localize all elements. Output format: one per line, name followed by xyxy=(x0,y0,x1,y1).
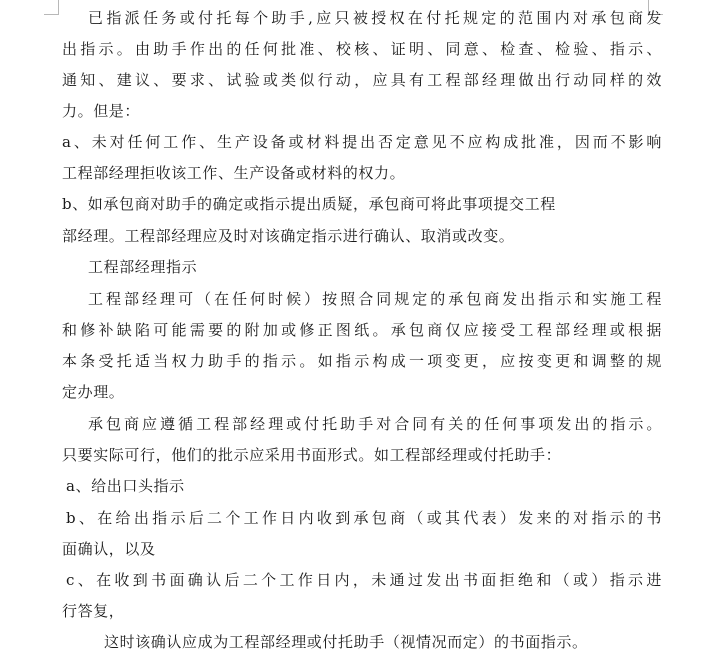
text-line: 通知、建议、要求、试验或类似行动，应具有工程部经理做出行动同样的效 xyxy=(62,71,662,89)
text-line: 出指示。由助手作出的任何批准、校核、证明、同意、检查、检验、指示、 xyxy=(62,40,662,58)
section-heading: 工程部经理指示 xyxy=(88,258,198,276)
text-line: 只要实际可行，他们的批示应采用书面形式。如工程部经理或付托助手： xyxy=(62,446,562,464)
list-item-c: c、在收到书面确认后二个工作日内，未通过发出书面拒绝和（或）指示进 xyxy=(66,571,662,589)
list-item-a: a、给出口头指示 xyxy=(66,477,185,495)
text-line: 承包商应遵循工程部经理或付托助手对合同有关的任何事项发出的指示。 xyxy=(88,415,662,433)
list-item-b: b、如承包商对助手的确定或指示提出质疑，承包商可将此事项提交工程 xyxy=(62,195,556,213)
text-line: 部经理。工程部经理应及时对该确定指示进行确认、取消或改变。 xyxy=(62,227,515,245)
text-line: 本条受托适当权力助手的指示。如指示构成一项变更，应按变更和调整的规 xyxy=(62,352,662,370)
text-line: 行答复， xyxy=(62,602,125,620)
text-line: 和修补缺陷可能需要的附加或修正图纸。承包商仅应接受工程部经理或根据 xyxy=(62,321,662,339)
text-line: 这时该确认应成为工程部经理或付托助手（视情况而定）的书面指示。 xyxy=(104,633,588,651)
text-line: 已指派任务或付托每个助手,应只被授权在付托规定的范围内对承包商发 xyxy=(88,9,662,27)
list-item-a: a、未对任何工作、生产设备或材料提出否定意见不应构成批准，因而不影响 xyxy=(62,133,662,151)
text-line: 力。但是： xyxy=(62,102,141,120)
list-item-b: b、在给出指示后二个工作日内收到承包商（或其代表）发来的对指示的书 xyxy=(66,509,662,527)
text-line: 定办理。 xyxy=(62,383,125,401)
text-line: 工程部经理可（在任何时候）按照合同规定的承包商发出指示和实施工程 xyxy=(88,290,662,308)
text-line: 工程部经理拒收该工作、生产设备或材料的权力。 xyxy=(62,164,406,182)
page-corner-mark-top-left xyxy=(44,0,59,15)
text-line: 面确认，以及 xyxy=(62,540,156,558)
